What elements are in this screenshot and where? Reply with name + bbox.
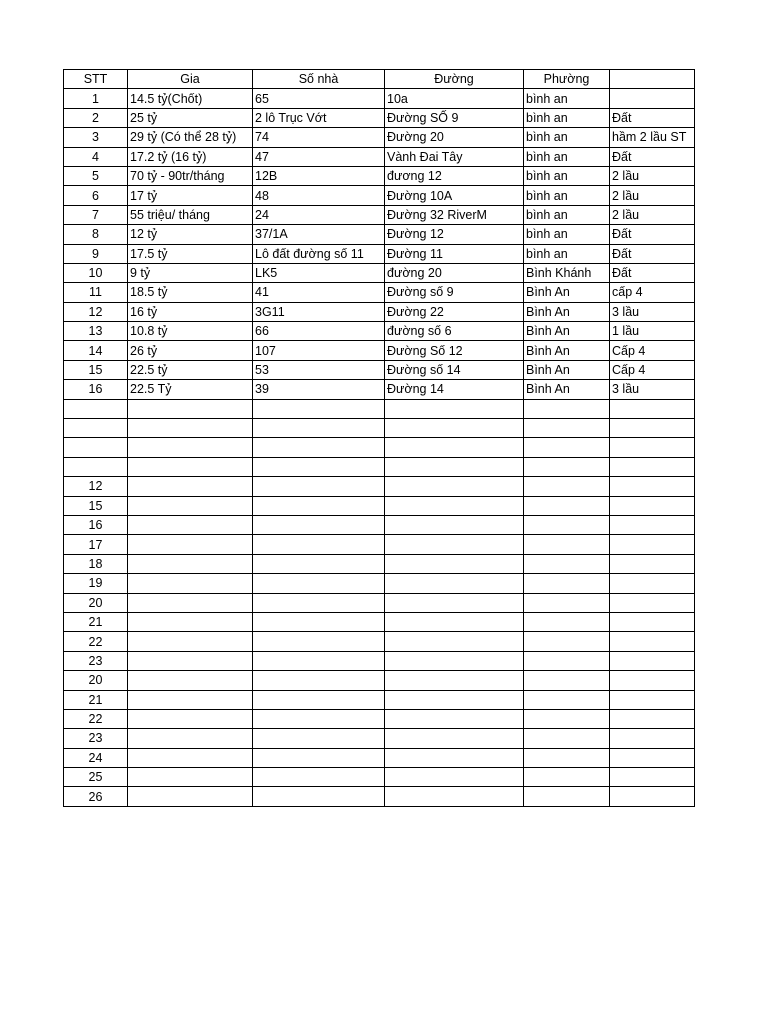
table-row — [64, 651, 695, 670]
cell-so-nha[interactable] — [253, 554, 385, 573]
table-row — [64, 166, 695, 185]
cell-so-nha[interactable] — [253, 729, 385, 748]
cell-duong[interactable]: đường số 6 — [385, 322, 524, 341]
cell-phuong[interactable]: Bình An — [524, 360, 610, 379]
cell-gia[interactable]: 12 tỷ — [128, 225, 253, 244]
cell-duong[interactable] — [385, 399, 524, 418]
cell-loai[interactable] — [610, 612, 695, 631]
cell-loai[interactable]: Đất — [610, 244, 695, 263]
cell-phuong[interactable]: Bình An — [524, 283, 610, 302]
cell-phuong[interactable]: bình an — [524, 128, 610, 147]
cell-phuong[interactable]: bình an — [524, 147, 610, 166]
cell-loai[interactable]: Đất — [610, 147, 695, 166]
header-stt: STT — [64, 70, 128, 89]
cell-duong[interactable]: Đường số 9 — [385, 283, 524, 302]
cell-stt[interactable]: 15 — [64, 496, 128, 515]
cell-stt[interactable]: 7 — [64, 205, 128, 224]
cell-stt[interactable]: 22 — [64, 709, 128, 728]
cell-phuong[interactable] — [524, 438, 610, 457]
cell-loai[interactable]: cấp 4 — [610, 283, 695, 302]
cell-duong[interactable]: Đường Số 12 — [385, 341, 524, 360]
cell-stt[interactable]: 16 — [64, 380, 128, 399]
cell-loai[interactable] — [610, 496, 695, 515]
cell-duong[interactable] — [385, 651, 524, 670]
cell-gia[interactable] — [128, 651, 253, 670]
cell-duong[interactable]: 10a — [385, 89, 524, 108]
cell-phuong[interactable] — [524, 419, 610, 438]
cell-stt[interactable]: 15 — [64, 360, 128, 379]
cell-stt[interactable]: 12 — [64, 302, 128, 321]
header-gia: Gia — [128, 70, 253, 89]
table-row — [64, 671, 695, 690]
cell-duong[interactable]: Đường 32 RiverM — [385, 205, 524, 224]
cell-loai[interactable]: 3 lầu — [610, 302, 695, 321]
cell-gia[interactable]: 16 tỷ — [128, 302, 253, 321]
table-row — [64, 147, 695, 166]
table-row — [64, 632, 695, 651]
cell-loai[interactable] — [610, 787, 695, 806]
cell-so-nha[interactable] — [253, 593, 385, 612]
table-row — [64, 748, 695, 767]
cell-so-nha[interactable] — [253, 671, 385, 690]
cell-gia[interactable]: 9 tỷ — [128, 263, 253, 282]
listing-table — [63, 69, 695, 807]
cell-so-nha[interactable]: 39 — [253, 380, 385, 399]
table-row — [64, 496, 695, 515]
cell-gia[interactable] — [128, 768, 253, 787]
cell-so-nha[interactable] — [253, 574, 385, 593]
cell-loai[interactable]: 3 lầu — [610, 380, 695, 399]
cell-gia[interactable] — [128, 574, 253, 593]
cell-stt[interactable]: 26 — [64, 787, 128, 806]
cell-stt[interactable]: 5 — [64, 166, 128, 185]
table-row — [64, 709, 695, 728]
cell-gia[interactable]: 26 tỷ — [128, 341, 253, 360]
cell-duong[interactable]: đường 20 — [385, 263, 524, 282]
cell-so-nha[interactable]: 3G11 — [253, 302, 385, 321]
cell-stt[interactable]: 22 — [64, 632, 128, 651]
cell-duong[interactable]: Đường 20 — [385, 128, 524, 147]
cell-so-nha[interactable] — [253, 709, 385, 728]
cell-stt[interactable]: 23 — [64, 729, 128, 748]
cell-phuong[interactable]: bình an — [524, 244, 610, 263]
cell-phuong[interactable]: Bình Khánh — [524, 263, 610, 282]
cell-duong[interactable] — [385, 787, 524, 806]
cell-stt[interactable]: 8 — [64, 225, 128, 244]
cell-so-nha[interactable]: 48 — [253, 186, 385, 205]
cell-gia[interactable] — [128, 632, 253, 651]
cell-so-nha[interactable]: 2 lô Trục Vớt — [253, 108, 385, 127]
cell-loai[interactable]: Đất — [610, 263, 695, 282]
cell-stt[interactable]: 1 — [64, 89, 128, 108]
table-row — [64, 515, 695, 534]
cell-phuong[interactable]: Bình An — [524, 302, 610, 321]
cell-gia[interactable]: 25 tỷ — [128, 108, 253, 127]
cell-duong[interactable] — [385, 593, 524, 612]
table-row — [64, 787, 695, 806]
cell-gia[interactable]: 22.5 tỷ — [128, 360, 253, 379]
table-row — [64, 263, 695, 282]
cell-duong[interactable]: Đường 11 — [385, 244, 524, 263]
cell-duong[interactable] — [385, 612, 524, 631]
cell-duong[interactable] — [385, 632, 524, 651]
cell-gia[interactable]: 17.5 tỷ — [128, 244, 253, 263]
cell-so-nha[interactable] — [253, 748, 385, 767]
cell-duong[interactable] — [385, 438, 524, 457]
cell-loai[interactable]: 2 lầu — [610, 186, 695, 205]
cell-so-nha[interactable]: 65 — [253, 89, 385, 108]
cell-phuong[interactable] — [524, 593, 610, 612]
cell-stt[interactable]: 16 — [64, 515, 128, 534]
table-row — [64, 419, 695, 438]
table-row — [64, 768, 695, 787]
table-row — [64, 612, 695, 631]
cell-duong[interactable] — [385, 496, 524, 515]
cell-gia[interactable] — [128, 399, 253, 418]
cell-loai[interactable]: 1 lầu — [610, 322, 695, 341]
cell-gia[interactable] — [128, 477, 253, 496]
table-row — [64, 729, 695, 748]
table-row — [64, 341, 695, 360]
cell-duong[interactable]: Đường số 14 — [385, 360, 524, 379]
cell-loai[interactable] — [610, 690, 695, 709]
cell-duong[interactable] — [385, 748, 524, 767]
cell-duong[interactable] — [385, 457, 524, 476]
cell-so-nha[interactable]: 47 — [253, 147, 385, 166]
cell-loai[interactable]: 2 lầu — [610, 166, 695, 185]
cell-phuong[interactable] — [524, 477, 610, 496]
table-row — [64, 302, 695, 321]
cell-so-nha[interactable]: 66 — [253, 322, 385, 341]
table-row — [64, 108, 695, 127]
cell-gia[interactable]: 17 tỷ — [128, 186, 253, 205]
cell-stt[interactable]: 23 — [64, 651, 128, 670]
cell-duong[interactable] — [385, 515, 524, 534]
cell-duong[interactable] — [385, 709, 524, 728]
cell-stt[interactable]: 12 — [64, 477, 128, 496]
cell-loai[interactable] — [610, 632, 695, 651]
cell-duong[interactable] — [385, 671, 524, 690]
cell-stt[interactable]: 11 — [64, 283, 128, 302]
cell-loai[interactable]: Cấp 4 — [610, 341, 695, 360]
cell-loai[interactable] — [610, 709, 695, 728]
table-row — [64, 438, 695, 457]
cell-stt[interactable]: 17 — [64, 535, 128, 554]
cell-so-nha[interactable] — [253, 612, 385, 631]
table-row — [64, 457, 695, 476]
cell-gia[interactable] — [128, 729, 253, 748]
cell-phuong[interactable] — [524, 671, 610, 690]
cell-gia[interactable]: 22.5 Tỷ — [128, 380, 253, 399]
cell-stt[interactable]: 21 — [64, 690, 128, 709]
cell-stt[interactable]: 19 — [64, 574, 128, 593]
cell-stt[interactable]: 20 — [64, 593, 128, 612]
cell-phuong[interactable] — [524, 748, 610, 767]
cell-loai[interactable] — [610, 515, 695, 534]
cell-stt[interactable]: 20 — [64, 671, 128, 690]
cell-stt[interactable]: 18 — [64, 554, 128, 573]
cell-gia[interactable] — [128, 690, 253, 709]
cell-stt[interactable]: 25 — [64, 768, 128, 787]
cell-stt[interactable]: 13 — [64, 322, 128, 341]
cell-duong[interactable]: Đường SỐ 9 — [385, 108, 524, 127]
cell-phuong[interactable] — [524, 651, 610, 670]
table-row — [64, 554, 695, 573]
cell-so-nha[interactable] — [253, 399, 385, 418]
cell-gia[interactable]: 29 tỷ (Có thể 28 tỷ) — [128, 128, 253, 147]
cell-loai[interactable] — [610, 651, 695, 670]
cell-loai[interactable] — [610, 729, 695, 748]
cell-gia[interactable] — [128, 438, 253, 457]
cell-phuong[interactable]: bình an — [524, 186, 610, 205]
table-row — [64, 186, 695, 205]
cell-so-nha[interactable]: Lô đất đường số 11 — [253, 244, 385, 263]
cell-gia[interactable]: 14.5 tỷ(Chốt) — [128, 89, 253, 108]
cell-duong[interactable] — [385, 419, 524, 438]
cell-phuong[interactable] — [524, 632, 610, 651]
cell-so-nha[interactable]: LK5 — [253, 263, 385, 282]
table-row — [64, 535, 695, 554]
cell-stt[interactable]: 2 — [64, 108, 128, 127]
cell-gia[interactable] — [128, 787, 253, 806]
header-loai — [610, 70, 695, 89]
cell-duong[interactable] — [385, 768, 524, 787]
table-row — [64, 380, 695, 399]
cell-loai[interactable]: 2 lầu — [610, 205, 695, 224]
cell-duong[interactable]: Đường 12 — [385, 225, 524, 244]
cell-duong[interactable]: Đường 10A — [385, 186, 524, 205]
cell-so-nha[interactable]: 53 — [253, 360, 385, 379]
cell-phuong[interactable]: Bình An — [524, 341, 610, 360]
cell-gia[interactable] — [128, 709, 253, 728]
cell-loai[interactable] — [610, 419, 695, 438]
cell-so-nha[interactable] — [253, 787, 385, 806]
cell-loai[interactable] — [610, 535, 695, 554]
table-row — [64, 574, 695, 593]
cell-duong[interactable] — [385, 554, 524, 573]
header-so-nha: Số nhà — [253, 70, 385, 89]
cell-loai[interactable] — [610, 768, 695, 787]
header-phuong: Phường — [524, 70, 610, 89]
table-body — [64, 89, 695, 806]
cell-gia[interactable] — [128, 535, 253, 554]
cell-stt[interactable] — [64, 399, 128, 418]
table-row — [64, 593, 695, 612]
cell-so-nha[interactable]: 12B — [253, 166, 385, 185]
cell-phuong[interactable] — [524, 399, 610, 418]
cell-gia[interactable] — [128, 593, 253, 612]
cell-stt[interactable]: 21 — [64, 612, 128, 631]
cell-phuong[interactable]: bình an — [524, 205, 610, 224]
cell-gia[interactable]: 55 triệu/ tháng — [128, 205, 253, 224]
cell-phuong[interactable]: bình an — [524, 89, 610, 108]
cell-phuong[interactable] — [524, 768, 610, 787]
cell-so-nha[interactable] — [253, 535, 385, 554]
cell-duong[interactable]: Đường 14 — [385, 380, 524, 399]
cell-loai[interactable] — [610, 671, 695, 690]
cell-so-nha[interactable] — [253, 419, 385, 438]
cell-loai[interactable] — [610, 477, 695, 496]
table-row — [64, 205, 695, 224]
cell-gia[interactable] — [128, 671, 253, 690]
table-row — [64, 322, 695, 341]
cell-phuong[interactable] — [524, 457, 610, 476]
table-row — [64, 244, 695, 263]
cell-so-nha[interactable] — [253, 768, 385, 787]
cell-gia[interactable]: 17.2 tỷ (16 tỷ) — [128, 147, 253, 166]
cell-stt[interactable] — [64, 438, 128, 457]
cell-phuong[interactable] — [524, 496, 610, 515]
cell-so-nha[interactable] — [253, 457, 385, 476]
cell-loai[interactable] — [610, 89, 695, 108]
cell-loai[interactable] — [610, 438, 695, 457]
cell-stt[interactable] — [64, 419, 128, 438]
cell-stt[interactable]: 3 — [64, 128, 128, 147]
table-row — [64, 360, 695, 379]
cell-gia[interactable] — [128, 515, 253, 534]
cell-phuong[interactable] — [524, 554, 610, 573]
table-row — [64, 225, 695, 244]
cell-gia[interactable] — [128, 612, 253, 631]
cell-so-nha[interactable]: 107 — [253, 341, 385, 360]
cell-loai[interactable] — [610, 593, 695, 612]
cell-phuong[interactable] — [524, 612, 610, 631]
cell-stt[interactable]: 4 — [64, 147, 128, 166]
table-row — [64, 399, 695, 418]
cell-loai[interactable]: hầm 2 lầu ST — [610, 128, 695, 147]
cell-loai[interactable]: Đất — [610, 225, 695, 244]
cell-phuong[interactable] — [524, 690, 610, 709]
cell-duong[interactable]: Vành Đai Tây — [385, 147, 524, 166]
table-row — [64, 283, 695, 302]
cell-gia[interactable] — [128, 457, 253, 476]
cell-so-nha[interactable] — [253, 515, 385, 534]
cell-gia[interactable]: 10.8 tỷ — [128, 322, 253, 341]
cell-gia[interactable]: 70 tỷ - 90tr/tháng — [128, 166, 253, 185]
table-row — [64, 477, 695, 496]
cell-gia[interactable] — [128, 419, 253, 438]
cell-stt[interactable]: 14 — [64, 341, 128, 360]
cell-duong[interactable] — [385, 729, 524, 748]
cell-so-nha[interactable] — [253, 690, 385, 709]
cell-so-nha[interactable] — [253, 438, 385, 457]
cell-phuong[interactable]: bình an — [524, 108, 610, 127]
cell-so-nha[interactable]: 37/1A — [253, 225, 385, 244]
cell-gia[interactable] — [128, 748, 253, 767]
cell-loai[interactable] — [610, 574, 695, 593]
cell-phuong[interactable] — [524, 709, 610, 728]
cell-stt[interactable]: 9 — [64, 244, 128, 263]
table-row — [64, 89, 695, 108]
header-duong: Đường — [385, 70, 524, 89]
cell-loai[interactable]: Cấp 4 — [610, 360, 695, 379]
cell-phuong[interactable] — [524, 535, 610, 554]
cell-duong[interactable]: Đường 22 — [385, 302, 524, 321]
cell-loai[interactable] — [610, 748, 695, 767]
cell-phuong[interactable] — [524, 515, 610, 534]
cell-phuong[interactable] — [524, 787, 610, 806]
cell-duong[interactable] — [385, 690, 524, 709]
cell-so-nha[interactable] — [253, 496, 385, 515]
cell-stt[interactable]: 24 — [64, 748, 128, 767]
cell-gia[interactable]: 18.5 tỷ — [128, 283, 253, 302]
cell-duong[interactable] — [385, 477, 524, 496]
cell-gia[interactable] — [128, 554, 253, 573]
table-row — [64, 690, 695, 709]
cell-so-nha[interactable] — [253, 651, 385, 670]
cell-stt[interactable]: 10 — [64, 263, 128, 282]
cell-so-nha[interactable]: 24 — [253, 205, 385, 224]
cell-loai[interactable] — [610, 457, 695, 476]
cell-duong[interactable] — [385, 535, 524, 554]
cell-so-nha[interactable]: 41 — [253, 283, 385, 302]
cell-phuong[interactable]: Bình An — [524, 322, 610, 341]
cell-gia[interactable] — [128, 496, 253, 515]
cell-so-nha[interactable] — [253, 632, 385, 651]
cell-loai[interactable]: Đất — [610, 108, 695, 127]
cell-duong[interactable]: đương 12 — [385, 166, 524, 185]
cell-phuong[interactable]: bình an — [524, 166, 610, 185]
cell-loai[interactable] — [610, 554, 695, 573]
cell-so-nha[interactable] — [253, 477, 385, 496]
cell-phuong[interactable] — [524, 729, 610, 748]
cell-loai[interactable] — [610, 399, 695, 418]
cell-so-nha[interactable]: 74 — [253, 128, 385, 147]
header-row — [64, 70, 695, 89]
cell-stt[interactable] — [64, 457, 128, 476]
table-row — [64, 128, 695, 147]
cell-stt[interactable]: 6 — [64, 186, 128, 205]
cell-duong[interactable] — [385, 574, 524, 593]
cell-phuong[interactable] — [524, 574, 610, 593]
cell-phuong[interactable]: bình an — [524, 225, 610, 244]
cell-phuong[interactable]: Bình An — [524, 380, 610, 399]
